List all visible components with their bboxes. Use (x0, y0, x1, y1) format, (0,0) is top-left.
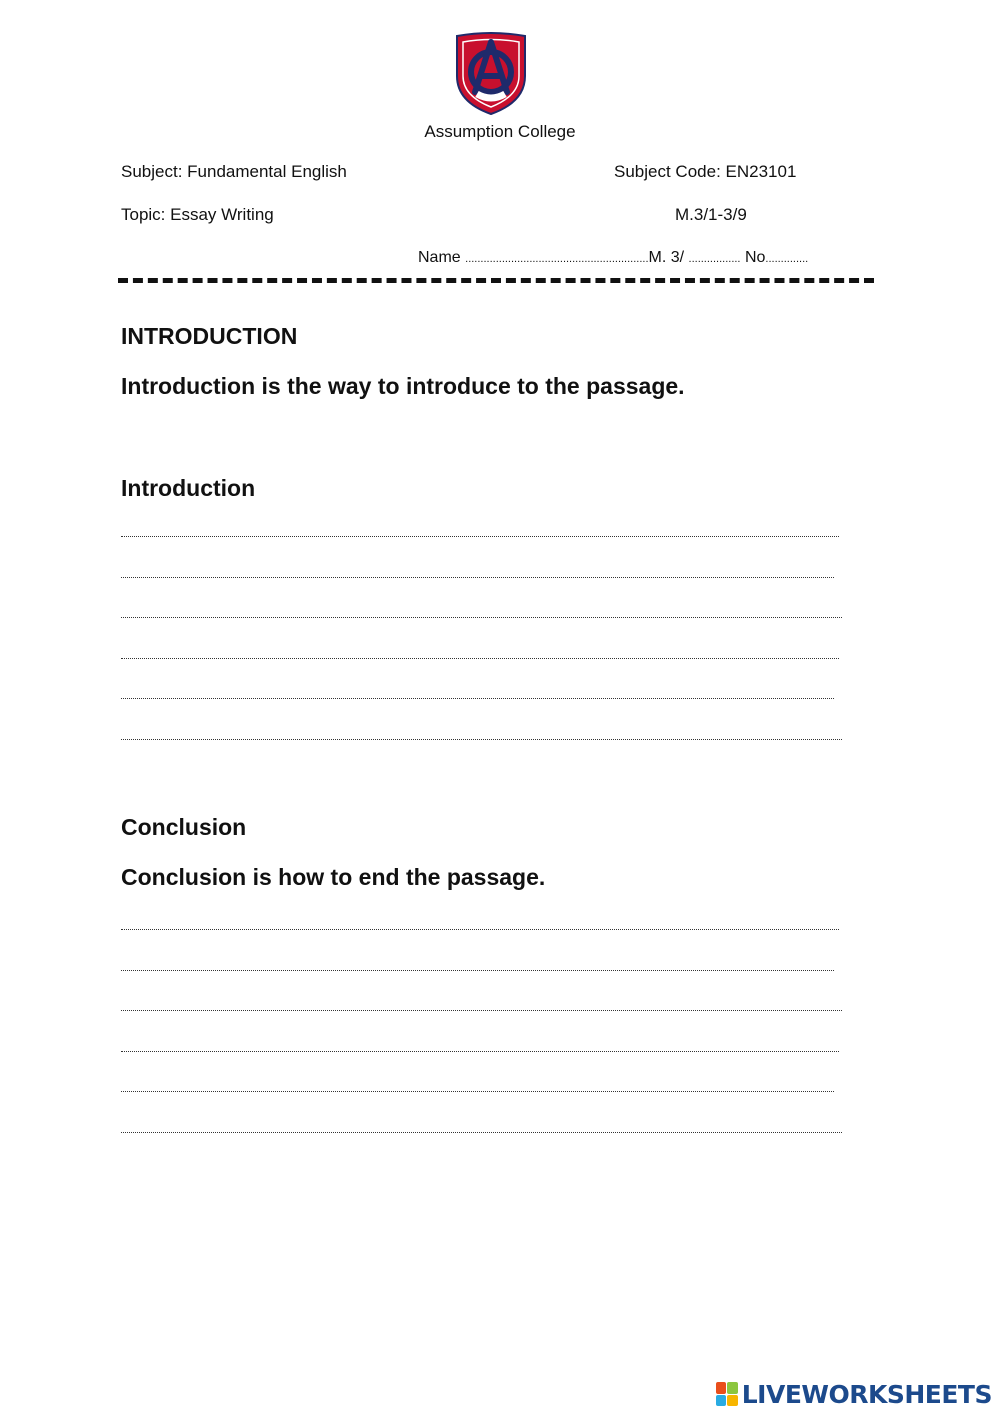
topic-label: Topic: Essay Writing (121, 205, 274, 224)
header-divider (118, 278, 874, 283)
liveworksheets-wordmark: LIVEWORKSHEETS (741, 1379, 992, 1409)
name-label: Name (418, 249, 461, 266)
intro-answer-line[interactable] (121, 739, 842, 740)
conclusion-definition: Conclusion is how to end the passage. (121, 864, 546, 890)
number-label: No (744, 249, 766, 266)
student-info-line (418, 249, 808, 267)
school-name: Assumption College (424, 122, 576, 141)
intro-answer-line[interactable] (121, 698, 834, 699)
class-label: M. 3/ (648, 249, 685, 266)
class-range-label: M.3/1-3/9 (675, 205, 747, 224)
subject-label: Subject: Fundamental English (121, 162, 347, 181)
introduction-heading: INTRODUCTION (121, 323, 298, 349)
conclusion-heading: Conclusion (121, 814, 247, 840)
introduction-definition: Introduction is the way to introduce to the passage. (121, 373, 685, 399)
intro-answer-line[interactable] (121, 658, 839, 659)
intro-answer-line[interactable] (121, 617, 842, 618)
school-crest-icon (453, 32, 529, 116)
intro-answer-line[interactable] (121, 577, 834, 578)
conclusion-answer-line[interactable] (121, 929, 839, 930)
number-field[interactable]: .............. (765, 253, 809, 265)
subject-code-label: Subject Code: EN23101 (614, 162, 797, 181)
intro-answer-line[interactable] (121, 536, 839, 537)
conclusion-answer-line[interactable] (121, 1010, 842, 1011)
conclusion-answer-line[interactable] (121, 1051, 839, 1052)
liveworksheets-badge-icon (716, 1382, 738, 1406)
class-field[interactable]: ................. (688, 253, 741, 265)
name-field[interactable]: ............................................................ (465, 253, 649, 265)
introduction-subheading: Introduction (121, 475, 256, 501)
liveworksheets-logo (716, 1376, 992, 1412)
conclusion-answer-line[interactable] (121, 1091, 834, 1092)
conclusion-answer-line[interactable] (121, 970, 834, 971)
conclusion-answer-line[interactable] (121, 1132, 842, 1133)
